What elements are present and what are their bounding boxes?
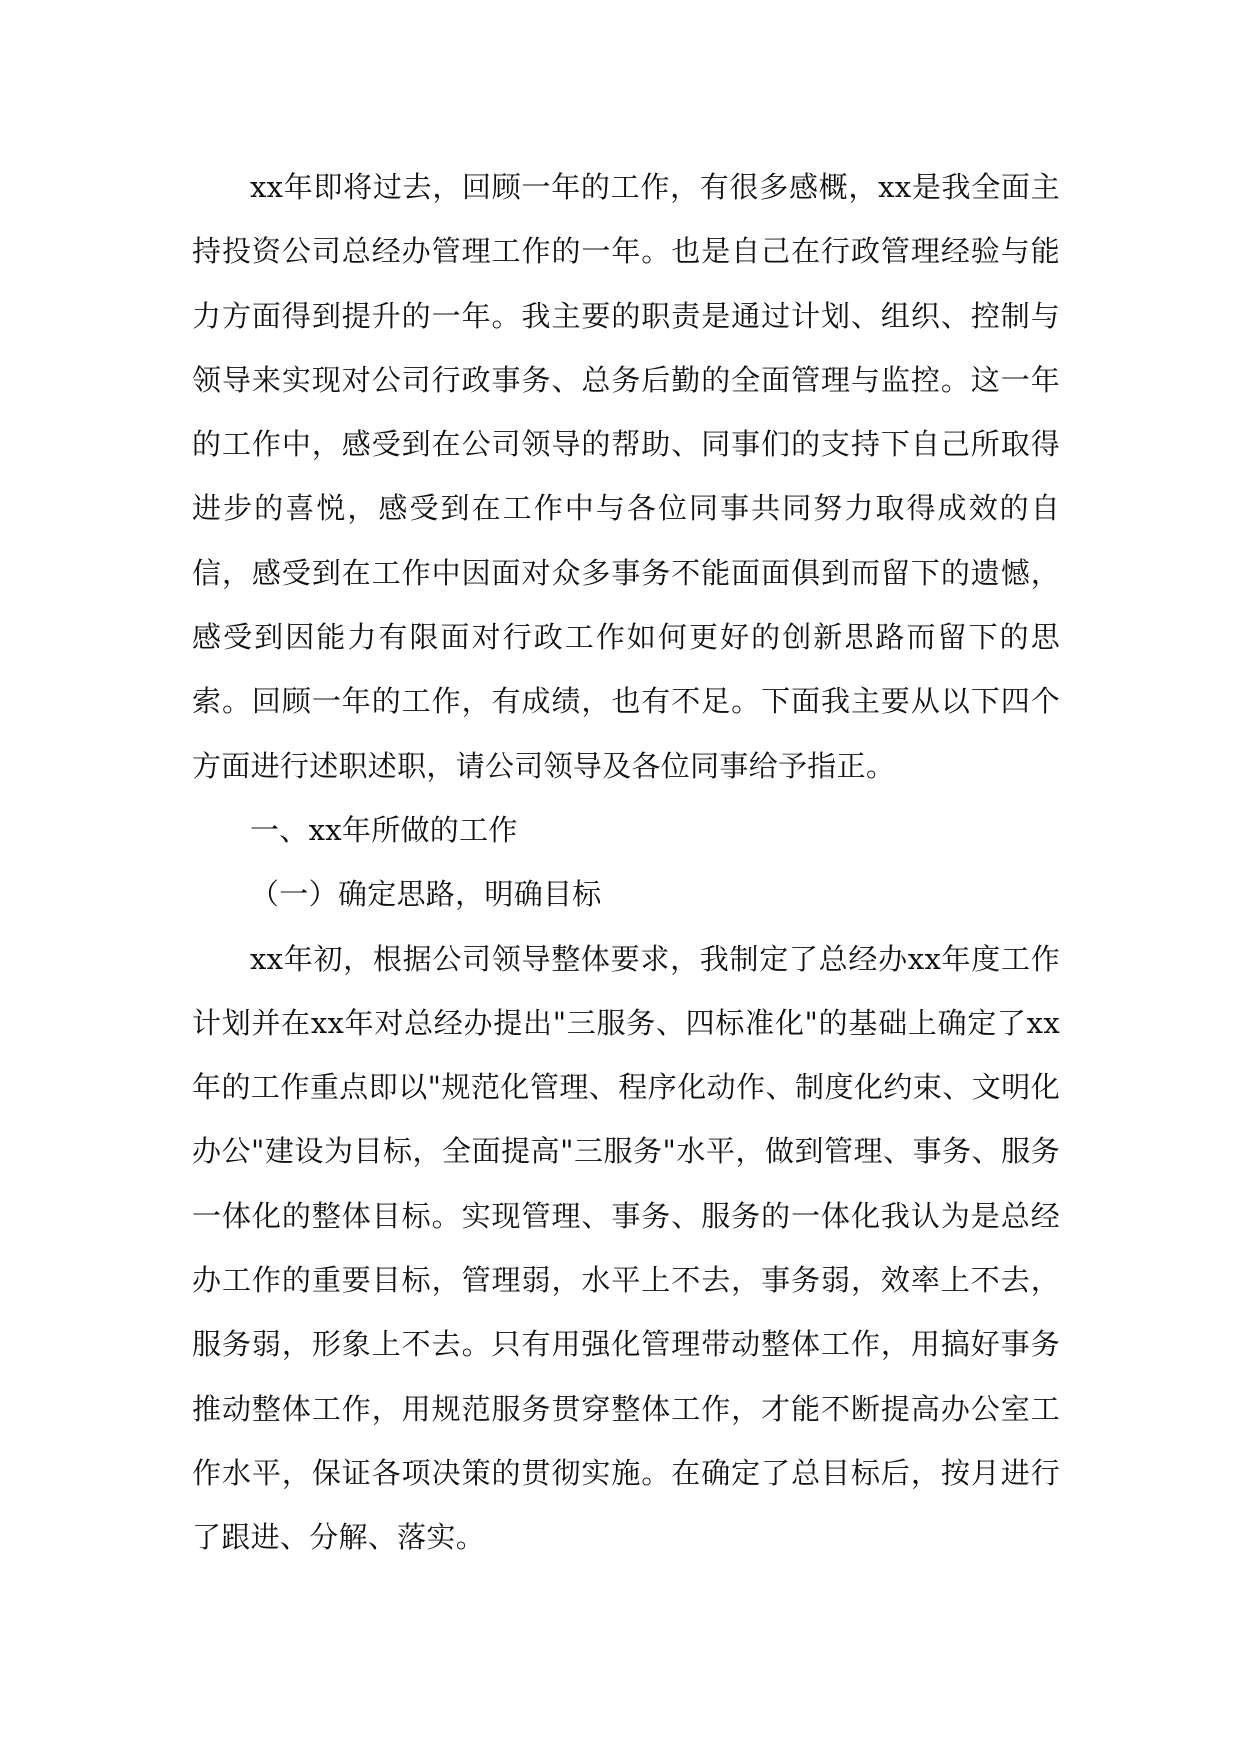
subsection-heading: （一）确定思路，明确目标 [250, 877, 602, 912]
intro-paragraph: xx年即将过去，回顾一年的工作，有很多感概，xx是我全面主持投资公司总经办管理工作的一年。也是自己在行政管理经验与能力方面得到提升的一年。我主要的职责是通过计划、组织、控制与领导来实现对公司行政事务、总务后勤的全面管理与监控。这一年的工作中，感受到在公司领导的帮助、同事们的支持下自己所取得进步的喜悦，感受到在工作中与各位同事共同努力取得成效的自信，感受到在工作中因面对众多事务不能面面俱到而留下的遗憾，感受到因能力有限面对行政工作如何更好的创新思路而留下的思索。回顾一年的工作，有成绩，也有不足。下面我主要从以下四个方面进行述职述职，请公司领导及各位同事给予指正。 [192, 170, 1060, 783]
body-paragraph: xx年初，根据公司领导整体要求，我制定了总经办xx年度工作计划并在xx年对总经办提出"三服务、四标准化"的基础上确定了xx年的工作重点即以"规范化管理、程序化动作、制度化约束、文明化办公"建设为目标，全面提高"三服务"水平，做到管理、事务、服务一体化的整体目标。实现管理、事务、服务的一体化我认为是总经办工作的重要目标，管理弱，水平上不去，事务弱，效率上不去，服务弱，形象上不去。只有用强化管理带动整体工作，用搞好事务推动整体工作，用规范服务贯穿整体工作，才能不断提高办公室工作水平，保证各项决策的贯彻实施。在确定了总目标后，按月进行了跟进、分解、落实。 [192, 941, 1060, 1555]
document-body [192, 155, 1060, 1570]
section-heading: 一、xx年所做的工作 [250, 812, 518, 847]
